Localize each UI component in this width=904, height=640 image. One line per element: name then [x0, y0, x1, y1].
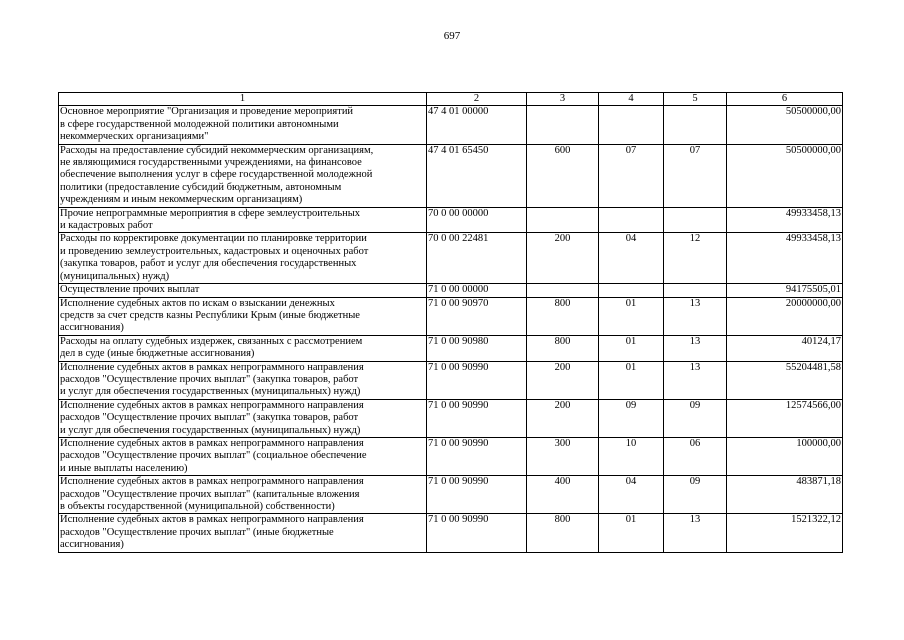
- description-line: некоммерческих организациями": [60, 131, 209, 143]
- target-article-code: 71 0 00 90990: [427, 476, 527, 514]
- expense-type-code: 800: [527, 514, 599, 552]
- description-line: Исполнение судебных актов в рамках непрограммного направления: [60, 361, 364, 373]
- description-line: не являющимися государственными учреждениями, на финансовое: [60, 157, 362, 169]
- amount: 483871,18: [727, 476, 843, 514]
- description-line: Расходы на предоставление субсидий некоммерческим организациям,: [60, 144, 374, 156]
- description-line: расходов "Осуществление прочих выплат" (иные бюджетные: [60, 526, 334, 538]
- description-line: Исполнение судебных актов в рамках непрограммного направления: [60, 437, 364, 449]
- amount: 55204481,58: [727, 361, 843, 399]
- description-line: расходов "Осуществление прочих выплат" (закупка товаров, работ: [60, 373, 359, 385]
- page-number: 697: [443, 30, 461, 42]
- subsection-code: 13: [664, 297, 727, 335]
- section-code: [599, 284, 664, 297]
- amount: 94175505,01: [727, 284, 843, 297]
- description-line: Расходы по корректировке документации по планировке территории: [60, 233, 367, 245]
- description-line: Исполнение судебных актов в рамках непрограммного направления: [60, 476, 364, 488]
- target-article-code: 47 4 01 00000: [427, 106, 527, 144]
- column-number-row: [59, 93, 843, 106]
- expense-type-code: 200: [527, 399, 599, 437]
- table-row: [59, 399, 843, 437]
- row-description: [59, 144, 427, 207]
- description-line: и услуг для обеспечения государственных (муниципальных) нужд): [60, 386, 361, 398]
- description-line: (муниципальных) нужд): [60, 270, 170, 282]
- target-article-code: 71 0 00 90980: [427, 335, 527, 361]
- description-line: дел в суде (иные бюджетные ассигнования): [60, 348, 255, 360]
- description-line: Осуществление прочих выплат: [60, 284, 200, 296]
- row-description: [59, 514, 427, 552]
- subsection-code: 06: [664, 437, 727, 475]
- description-line: и услуг для обеспечения государственных (муниципальных) нужд): [60, 424, 361, 436]
- row-description: [59, 297, 427, 335]
- section-code: 01: [599, 361, 664, 399]
- description-line: ассигнования): [60, 322, 124, 334]
- subsection-code: [664, 207, 727, 233]
- subsection-code: 13: [664, 361, 727, 399]
- table-row: [59, 437, 843, 475]
- description-line: Исполнение судебных актов в рамках непрограммного направления: [60, 399, 364, 411]
- description-line: и иные выплаты населению): [60, 462, 188, 474]
- target-article-code: 71 0 00 90990: [427, 361, 527, 399]
- column-number: 2: [427, 93, 527, 106]
- expense-type-code: 300: [527, 437, 599, 475]
- expense-type-code: 200: [527, 361, 599, 399]
- expense-type-code: [527, 284, 599, 297]
- target-article-code: 71 0 00 90990: [427, 399, 527, 437]
- amount: 1521322,12: [727, 514, 843, 552]
- table-row: [59, 207, 843, 233]
- section-code: [599, 106, 664, 144]
- description-line: обеспечение выполнения услуг в сфере государственной молодежной: [60, 169, 373, 181]
- section-code: [599, 207, 664, 233]
- description-line: Расходы на оплату судебных издержек, связанных с рассмотрением: [60, 335, 363, 347]
- column-number: 6: [727, 93, 843, 106]
- amount: 50500000,00: [727, 144, 843, 207]
- target-article-code: 47 4 01 65450: [427, 144, 527, 207]
- amount: 12574566,00: [727, 399, 843, 437]
- amount: 49933458,13: [727, 207, 843, 233]
- section-code: 01: [599, 514, 664, 552]
- section-code: 07: [599, 144, 664, 207]
- subsection-code: [664, 106, 727, 144]
- column-number: 5: [664, 93, 727, 106]
- target-article-code: 70 0 00 00000: [427, 207, 527, 233]
- row-description: [59, 361, 427, 399]
- description-line: расходов "Осуществление прочих выплат" (закупка товаров, работ: [60, 412, 359, 424]
- section-code: 01: [599, 297, 664, 335]
- table-row: [59, 284, 843, 297]
- column-number: 4: [599, 93, 664, 106]
- target-article-code: 71 0 00 90990: [427, 514, 527, 552]
- section-code: 04: [599, 476, 664, 514]
- table-row: [59, 233, 843, 284]
- column-number: 1: [59, 93, 427, 106]
- target-article-code: 71 0 00 00000: [427, 284, 527, 297]
- column-number: 3: [527, 93, 599, 106]
- amount: 20000000,00: [727, 297, 843, 335]
- description-line: и проведению землеустроительных, кадастровых и оценочных работ: [60, 245, 369, 257]
- description-line: средств за счет средств казны Республики Крым (иные бюджетные: [60, 309, 360, 321]
- expense-type-code: 400: [527, 476, 599, 514]
- section-code: 04: [599, 233, 664, 284]
- table-row: [59, 514, 843, 552]
- subsection-code: 09: [664, 399, 727, 437]
- row-description: [59, 106, 427, 144]
- table-row: [59, 361, 843, 399]
- subsection-code: 13: [664, 514, 727, 552]
- description-line: Исполнение судебных актов по искам о взыскании денежных: [60, 297, 335, 309]
- amount: 49933458,13: [727, 233, 843, 284]
- table-row: [59, 297, 843, 335]
- subsection-code: 12: [664, 233, 727, 284]
- row-description: [59, 399, 427, 437]
- expense-type-code: 200: [527, 233, 599, 284]
- subsection-code: 09: [664, 476, 727, 514]
- description-line: учреждениям и иным некоммерческим организациям): [60, 194, 303, 206]
- budget-table: [58, 92, 843, 553]
- target-article-code: 71 0 00 90990: [427, 437, 527, 475]
- description-line: Основное мероприятие "Организация и проведение мероприятий: [60, 106, 354, 118]
- row-description: [59, 233, 427, 284]
- table-row: [59, 476, 843, 514]
- row-description: [59, 476, 427, 514]
- description-line: в сфере государственной молодежной политики автономными: [60, 118, 339, 130]
- subsection-code: 07: [664, 144, 727, 207]
- row-description: [59, 284, 427, 297]
- amount: 50500000,00: [727, 106, 843, 144]
- description-line: ассигнования): [60, 539, 124, 551]
- row-description: [59, 335, 427, 361]
- row-description: [59, 207, 427, 233]
- description-line: расходов "Осуществление прочих выплат" (социальное обеспечение: [60, 450, 367, 462]
- expense-type-code: [527, 106, 599, 144]
- table-row: [59, 144, 843, 207]
- target-article-code: 70 0 00 22481: [427, 233, 527, 284]
- description-line: Прочие непрограммные мероприятия в сфере землеустроительных: [60, 207, 361, 219]
- amount: 100000,00: [727, 437, 843, 475]
- expense-type-code: [527, 207, 599, 233]
- description-line: и кадастровых работ: [60, 220, 153, 232]
- section-code: 01: [599, 335, 664, 361]
- description-line: расходов "Осуществление прочих выплат" (капитальные вложения: [60, 488, 360, 500]
- amount: 40124,17: [727, 335, 843, 361]
- target-article-code: 71 0 00 90970: [427, 297, 527, 335]
- table-row: [59, 106, 843, 144]
- expense-type-code: 800: [527, 335, 599, 361]
- description-line: политики (предоставление субсидий бюджетным, автономным: [60, 181, 342, 193]
- subsection-code: [664, 284, 727, 297]
- description-line: (закупка товаров, работ и услуг для обеспечения государственных: [60, 258, 357, 270]
- table-row: [59, 335, 843, 361]
- description-line: Исполнение судебных актов в рамках непрограммного направления: [60, 514, 364, 526]
- subsection-code: 13: [664, 335, 727, 361]
- row-description: [59, 437, 427, 475]
- expense-type-code: 800: [527, 297, 599, 335]
- section-code: 10: [599, 437, 664, 475]
- expense-type-code: 600: [527, 144, 599, 207]
- description-line: в объекты государственной (муниципальной) собственности): [60, 501, 335, 512]
- section-code: 09: [599, 399, 664, 437]
